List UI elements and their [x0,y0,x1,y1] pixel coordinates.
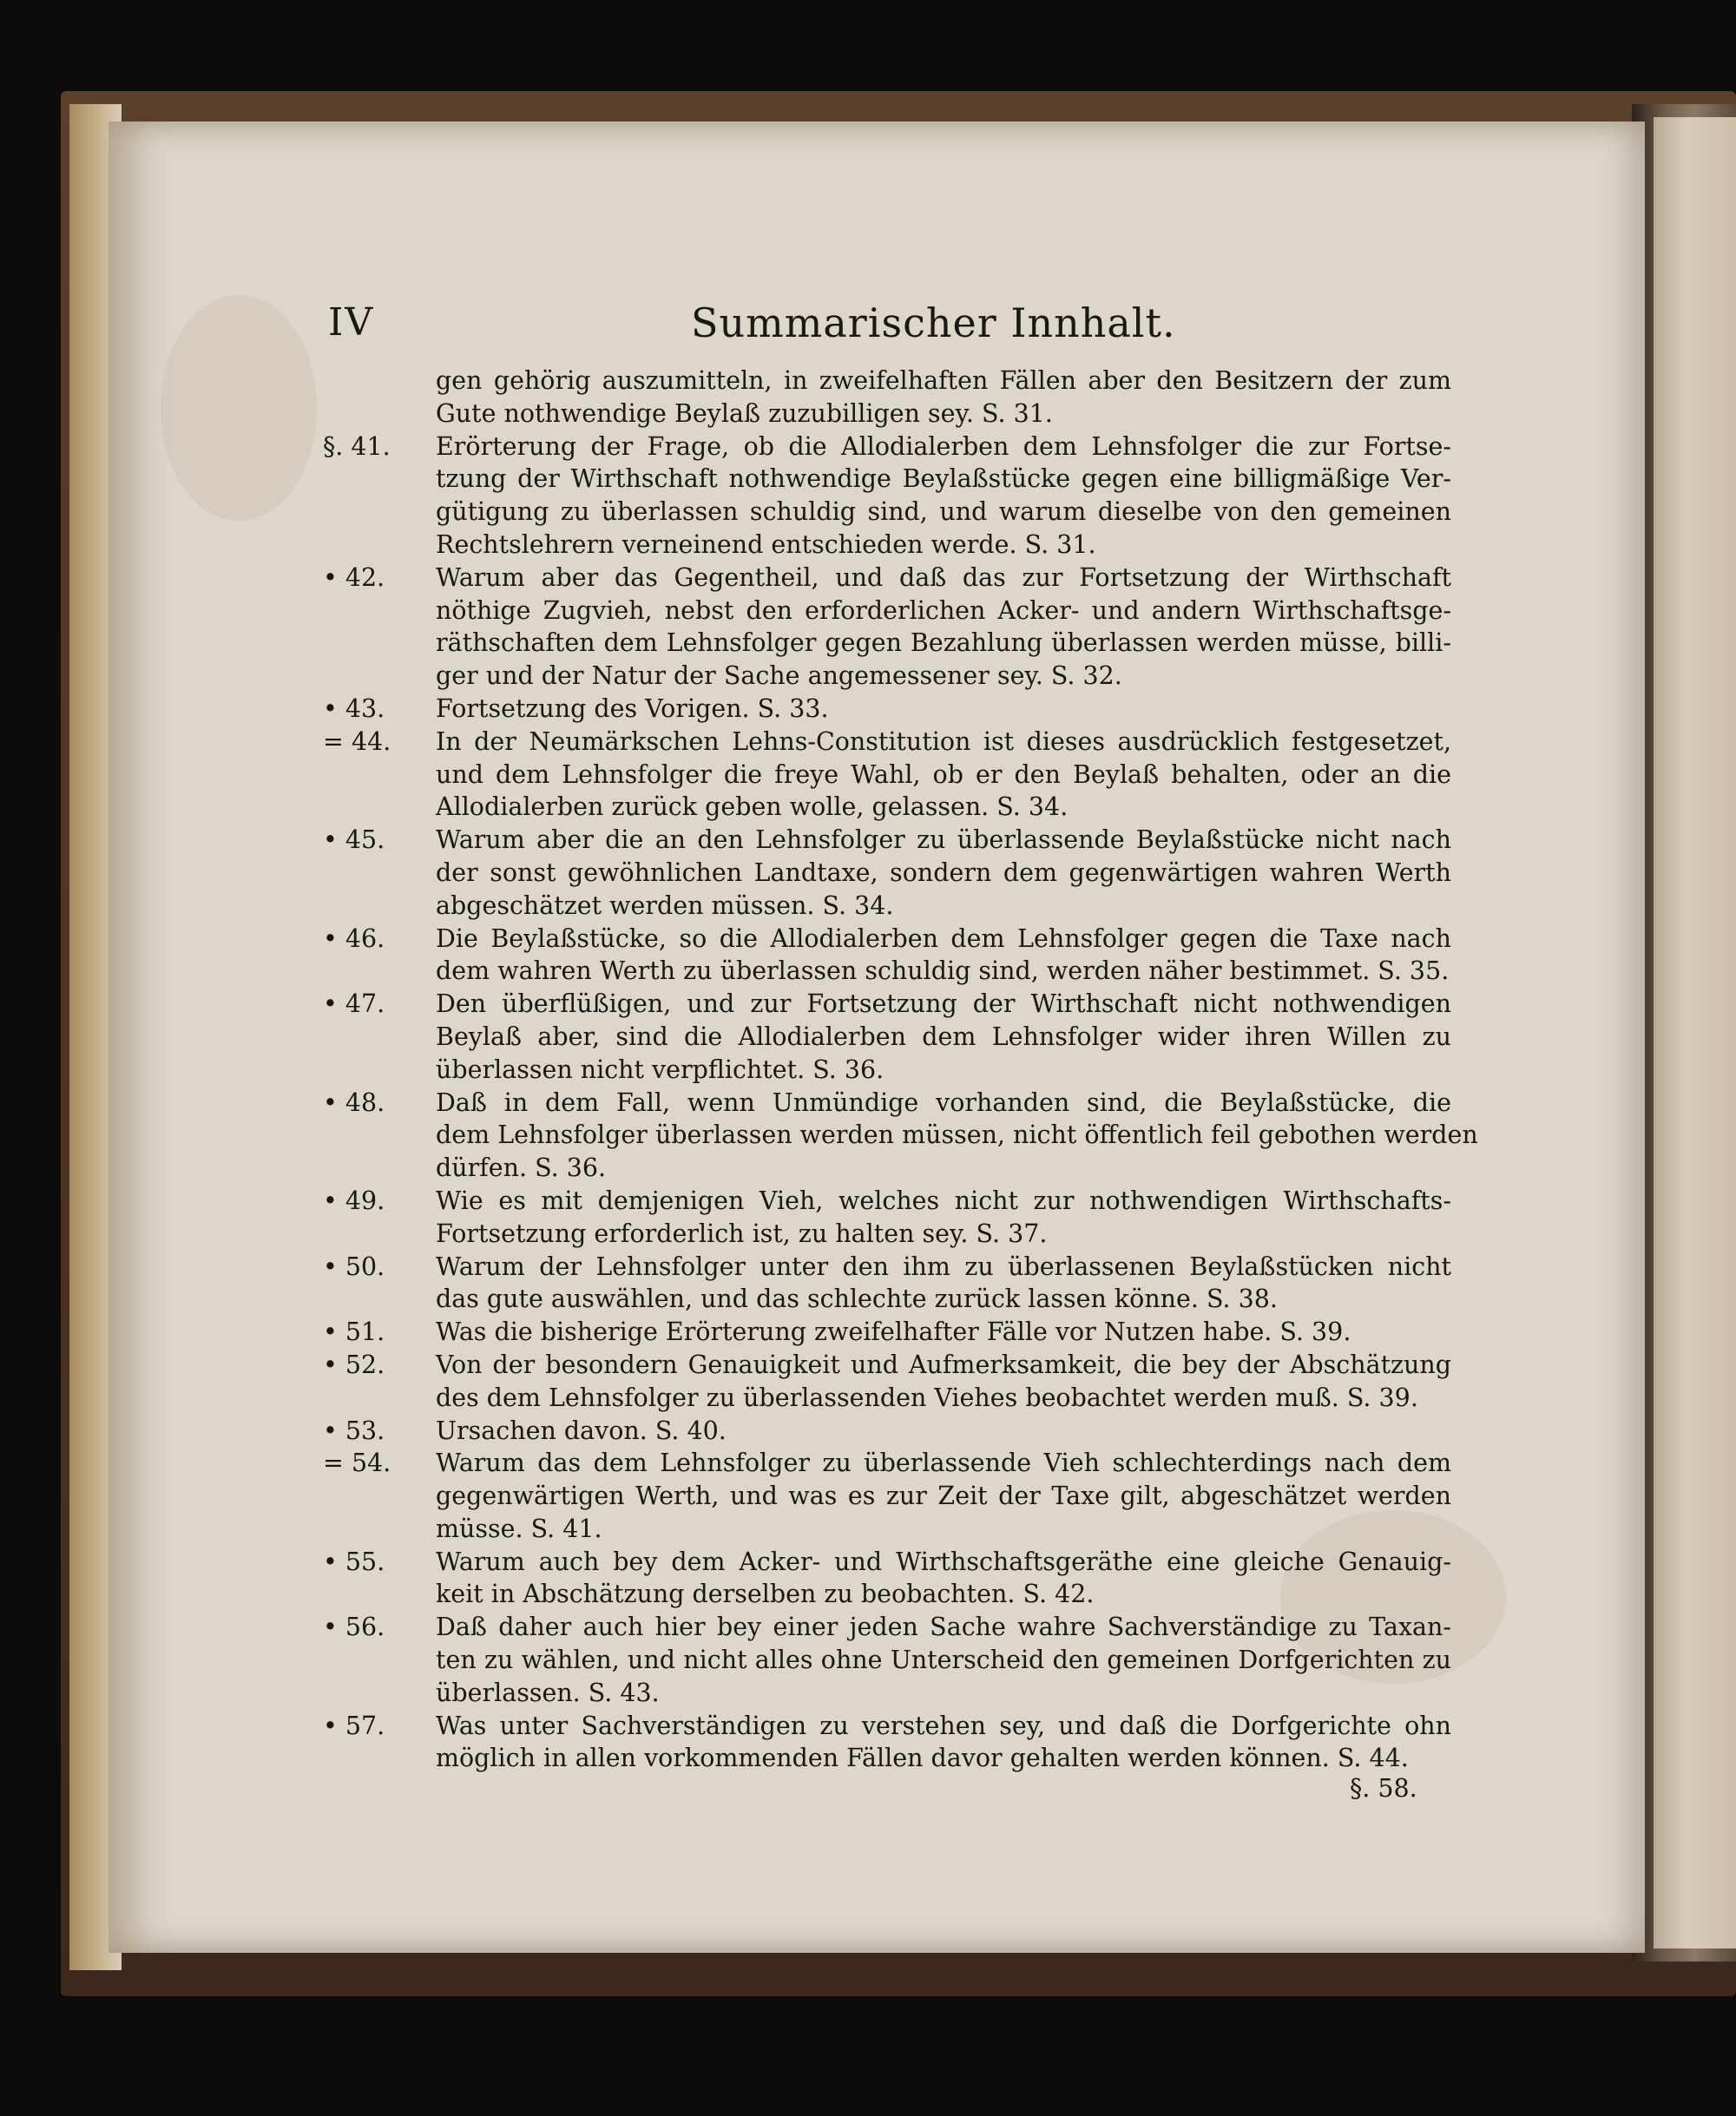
toc-entry [323,1251,1451,1317]
toc-line: ger und der Natur der Sache angemessener sey. S. 32. [436,661,1122,691]
paragraph-number: • 42. [323,562,385,592]
toc-line: tzung der Wirthschaft nothwendige Beylaßstücke gegen eine billigmäßige Ver- [436,464,1451,494]
toc-line: Fortsetzung des Vorigen. S. 33. [436,693,829,723]
toc-line: überlassen. S. 43. [436,1678,660,1707]
toc-entry [323,693,1451,726]
toc-line: Erörterung der Frage, ob die Allodialerben dem Lehnsfolger die zur Fortse- [436,431,1451,461]
toc-entry [323,1546,1451,1612]
toc-line: Rechtslehrern verneinend entschieden werde. S. 31. [436,529,1096,559]
foxing-stain [161,295,317,521]
paragraph-number: = 54. [323,1449,391,1478]
toc-line: und dem Lehnsfolger die freye Wahl, ob er den Beylaß behalten, oder an die [436,759,1451,789]
toc-line: Warum auch bey dem Acker- und Wirthschaftsgeräthe eine gleiche Genauig- [436,1547,1451,1576]
paragraph-number: §. 41. [323,431,391,461]
toc-line: Den überflüßigen, und zur Fortsetzung der Wirthschaft nicht nothwendigen [436,989,1451,1019]
paragraph-number: • 43. [323,693,385,723]
toc-line: möglich in allen vorkommenden Fällen davor gehalten werden können. S. 44. [436,1744,1409,1773]
toc-line: gegenwärtigen Werth, und was es zur Zeit der Taxe gilt, abgeschätzet werden [436,1482,1451,1511]
paragraph-number: • 45. [323,825,385,855]
toc-line: Daß in dem Fall, wenn Unmündige vorhanden sind, die Beylaßstücke, die [436,1088,1451,1117]
paragraph-number: • 51. [323,1318,385,1347]
toc-entry [323,365,1451,430]
paragraph-number: • 55. [323,1547,385,1576]
facing-page-edge [1654,117,1736,1948]
toc-entry [323,430,1451,562]
toc-line: Warum der Lehnsfolger unter den ihm zu überlassenen Beylaßstücken nicht [436,1252,1451,1281]
table-of-contents [323,365,1478,1775]
toc-line: In der Neumärkschen Lehns-Constitution ist dieses ausdrücklich festgesetzet, [436,726,1451,756]
toc-entry [323,726,1451,824]
toc-line: das gute auswählen, und das schlechte zurück lassen könne. S. 38. [436,1285,1278,1314]
toc-line: nöthige Zugvieh, nebst den erforderlichen Acker- und andern Wirthschaftsge- [436,595,1451,625]
toc-entry [323,1710,1451,1776]
toc-entry [323,1447,1451,1545]
paragraph-number: • 57. [323,1711,385,1740]
paragraph-number: • 46. [323,923,385,953]
toc-entry [323,1185,1451,1251]
toc-entry [323,1611,1451,1709]
toc-line: Warum das dem Lehnsfolger zu überlassende Vieh schlechterdings nach dem [436,1449,1451,1478]
toc-line: Warum aber das Gegentheil, und daß das zur Fortsetzung der Wirthschaft [436,562,1451,592]
toc-line: des dem Lehnsfolger zu überlassenden Viehes beobachtet werden muß. S. 39. [436,1383,1418,1412]
toc-entry [323,1415,1451,1448]
toc-entry [323,1349,1451,1415]
toc-line: Ursachen davon. S. 40. [436,1416,727,1445]
toc-line: Warum aber die an den Lehnsfolger zu überlassende Beylaßstücke nicht nach [436,825,1451,855]
toc-line: Was unter Sachverständigen zu verstehen sey, und daß die Dorfgerichte ohn [436,1711,1451,1740]
toc-line: abgeschätzet werden müssen. S. 34. [436,890,894,920]
running-title: Summarischer Innhalt. [691,299,1176,346]
toc-line: keit in Abschätzung derselben zu beobachten. S. 42. [436,1580,1095,1609]
toc-line: dürfen. S. 36. [436,1153,607,1183]
toc-line: räthschaften dem Lehnsfolger gegen Bezahlung überlassen werden müsse, billi- [436,628,1451,658]
toc-line: gen gehörig auszumitteln, in zweifelhaften Fällen aber den Besitzern der zum [436,366,1451,395]
toc-line: Beylaß aber, sind die Allodialerben dem Lehnsfolger wider ihren Willen zu [436,1022,1451,1051]
toc-line: müsse. S. 41. [436,1514,602,1543]
toc-entry [323,988,1451,1086]
toc-line: Allodialerben zurück geben wolle, gelassen. S. 34. [436,792,1069,822]
toc-line: Von der besondern Genauigkeit und Aufmerksamkeit, die bey der Abschätzung [436,1350,1451,1379]
toc-line: Gute nothwendige Beylaß zuzubilligen sey. S. 31. [436,398,1053,428]
toc-line: dem Lehnsfolger überlassen werden müssen, nicht öffentlich feil gebothen werden [436,1120,1478,1150]
toc-line: dem wahren Werth zu überlassen schuldig sind, werden näher bestimmet. S. 35. [436,956,1450,986]
toc-line: der sonst gewöhnlichen Landtaxe, sondern dem gegenwärtigen wahren Werth [436,858,1451,887]
catchword: §. 58. [1350,1774,1417,1803]
paragraph-number: • 53. [323,1416,385,1445]
toc-line: Daß daher auch hier bey einer jeden Sache wahre Sachverständige zu Taxan- [436,1613,1451,1642]
paragraph-number: • 56. [323,1613,385,1642]
toc-line: ten zu wählen, und nicht alles ohne Unterscheid den gemeinen Dorfgerichten zu [436,1646,1451,1675]
toc-entry [323,1087,1478,1185]
toc-line: Wie es mit demjenigen Vieh, welches nicht zur nothwendigen Wirthschafts- [436,1186,1451,1215]
toc-entry [323,824,1451,922]
folio-number: IV [328,300,375,345]
toc-line: überlassen nicht verpflichtet. S. 36. [436,1055,884,1084]
paragraph-number: = 44. [323,726,391,756]
toc-line: Fortsetzung erforderlich ist, zu halten sey. S. 37. [436,1219,1048,1248]
toc-entry [323,1316,1451,1349]
paragraph-number: • 49. [323,1186,385,1215]
paragraph-number: • 47. [323,989,385,1019]
paragraph-number: • 52. [323,1350,385,1379]
paragraph-number: • 48. [323,1088,385,1117]
toc-line: Die Beylaßstücke, so die Allodialerben dem Lehnsfolger gegen die Taxe nach [436,923,1451,953]
toc-line: Was die bisherige Erörterung zweifelhafter Fälle vor Nutzen habe. S. 39. [436,1318,1351,1347]
page-header [328,297,1176,349]
toc-entry [323,923,1451,989]
paragraph-number: • 50. [323,1252,385,1281]
toc-entry [323,562,1451,693]
toc-line: gütigung zu überlassen schuldig sind, und warum dieselbe von den gemeinen [436,497,1451,527]
